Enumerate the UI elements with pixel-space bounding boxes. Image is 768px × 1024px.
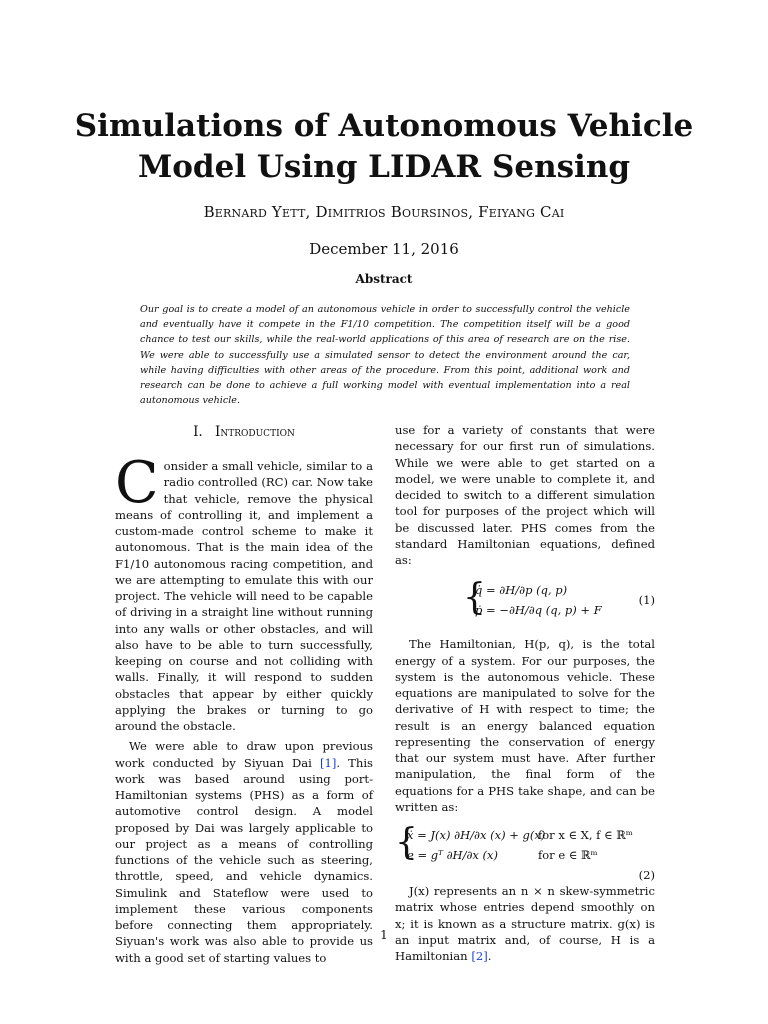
- author-list: [60, 203, 708, 221]
- equation-1: [395, 578, 655, 632]
- intro-paragraph-5: [395, 883, 655, 964]
- intro-paragraph-1: [115, 450, 373, 734]
- intro-paragraph-2-text-a: We were able to draw upon previous work conducted by Siyuan Dai: [115, 739, 373, 770]
- drop-cap: C: [115, 450, 159, 516]
- abstract-text: Our goal is to create a model of an autonomous vehicle in order to successfully control the vehicle and eventually have it compete in the F1/10 competition. The competition itself will be a good chance to test our skills, while the real-world applications of this area of research are on the rise. We were able to successfully use a simulated sensor to detect the environment around the car, while having difficulties with other areas of the procedure. From this point, additional work and research can be done to achieve a full working model with eventual implementation into a real autonomous vehicle.: [140, 304, 630, 407]
- intro-paragraph-2-text-b: . This work was based around using port-Hamiltonian systems (PHS) as a form of automotive control design. A model proposed by Dai was largely applicable to our project as a means of controlling functions of the vehicle such as steering, throttle, speed, and vehicle dynamics. Simulink and Stateflow were used to implement these various components before connecting them appropriately. Siyuan's work was also able to provide us with a good set of starting values to: [115, 755, 373, 965]
- abstract-heading: Abstract: [355, 272, 413, 286]
- equation-brace: {: [395, 822, 418, 863]
- authors-text: Bernard Yett, Dimitrios Boursinos, Feiyang Cai: [203, 203, 565, 221]
- right-column: [395, 422, 655, 964]
- section-title: Introduction: [215, 424, 295, 440]
- publication-date: December 11, 2016: [309, 240, 459, 258]
- section-number: I.: [193, 424, 203, 440]
- equation-2-condition-1: for x ∈ X, f ∈ ℝᵐ: [538, 828, 633, 842]
- paper-title: Simulations of Autonomous Vehicle Model Using LIDAR Sensing: [74, 108, 694, 185]
- equation-2-condition-2: for e ∈ ℝᵐ: [538, 848, 598, 862]
- equation-2-line-2: e = gᵀ ∂H/∂x (x): [407, 848, 498, 862]
- intro-paragraph-5-text-b: .: [487, 949, 492, 963]
- equation-brace: {: [463, 577, 486, 619]
- intro-paragraph-3: use for a variety of constants that were necessary for our first run of simulations. While we were able to get started on a model, we were unable to complete it, and decided to switch to a different simulation tool for purposes of the project which will be discussed later. PHS comes from the standard Hamiltonian equations, defined as:: [395, 423, 655, 567]
- equation-1-line-1: q̇ = ∂H/∂p (q, p): [475, 583, 568, 598]
- equation-1-line-2: ṗ = −∂H/∂q (q, p) + F: [475, 603, 602, 618]
- intro-paragraph-1-text: onsider a small vehicle, similar to a radio controlled (RC) car. Now take that vehicle, remove the physical means of controlling it, and implement a custom-made control scheme to make it autonomous. That is the main idea of the F1/10 autonomous racing competition, and we are attempting to emulate this with our project. The vehicle will need to be capable of driving in a straight line without running into any walls or other obstacles, and will also have to be able to turn successfully, keeping on course and not colliding with walls. Finally, it will respond to sudden obstacles that appear by either quickly applying the brakes or turning to go around the obstacle.: [115, 459, 373, 733]
- section-heading: [115, 422, 373, 442]
- equation-2-number: (2): [638, 868, 655, 882]
- intro-paragraph-4: The Hamiltonian, H(p, q), is the total energy of a system. For our purposes, the system is the autonomous vehicle. These equations are manipulated to solve for the derivative of H with respect to time; the result is an energy balanced equation representing the conservation of energy that our system must have. After further manipulation, the final form of the equations for a PHS take shape, and can be written as:: [395, 637, 655, 814]
- citation-link-2[interactable]: [2]: [471, 949, 488, 963]
- equation-1-number: (1): [638, 593, 655, 608]
- page-number: 1: [380, 928, 388, 942]
- left-column: [115, 422, 373, 966]
- equation-2: [395, 822, 655, 883]
- citation-link-1[interactable]: [1]: [319, 755, 337, 770]
- equation-2-line-1: ẋ = J(x) ∂H/∂x (x) + g(x): [407, 828, 546, 842]
- intro-paragraph-5-text-a: J(x) represents an n × n skew-symmetric matrix whose entries depend smoothly on x; it is known as a structure matrix. g(x) is an input matrix and, of course, H is a Hamiltonian: [395, 884, 655, 963]
